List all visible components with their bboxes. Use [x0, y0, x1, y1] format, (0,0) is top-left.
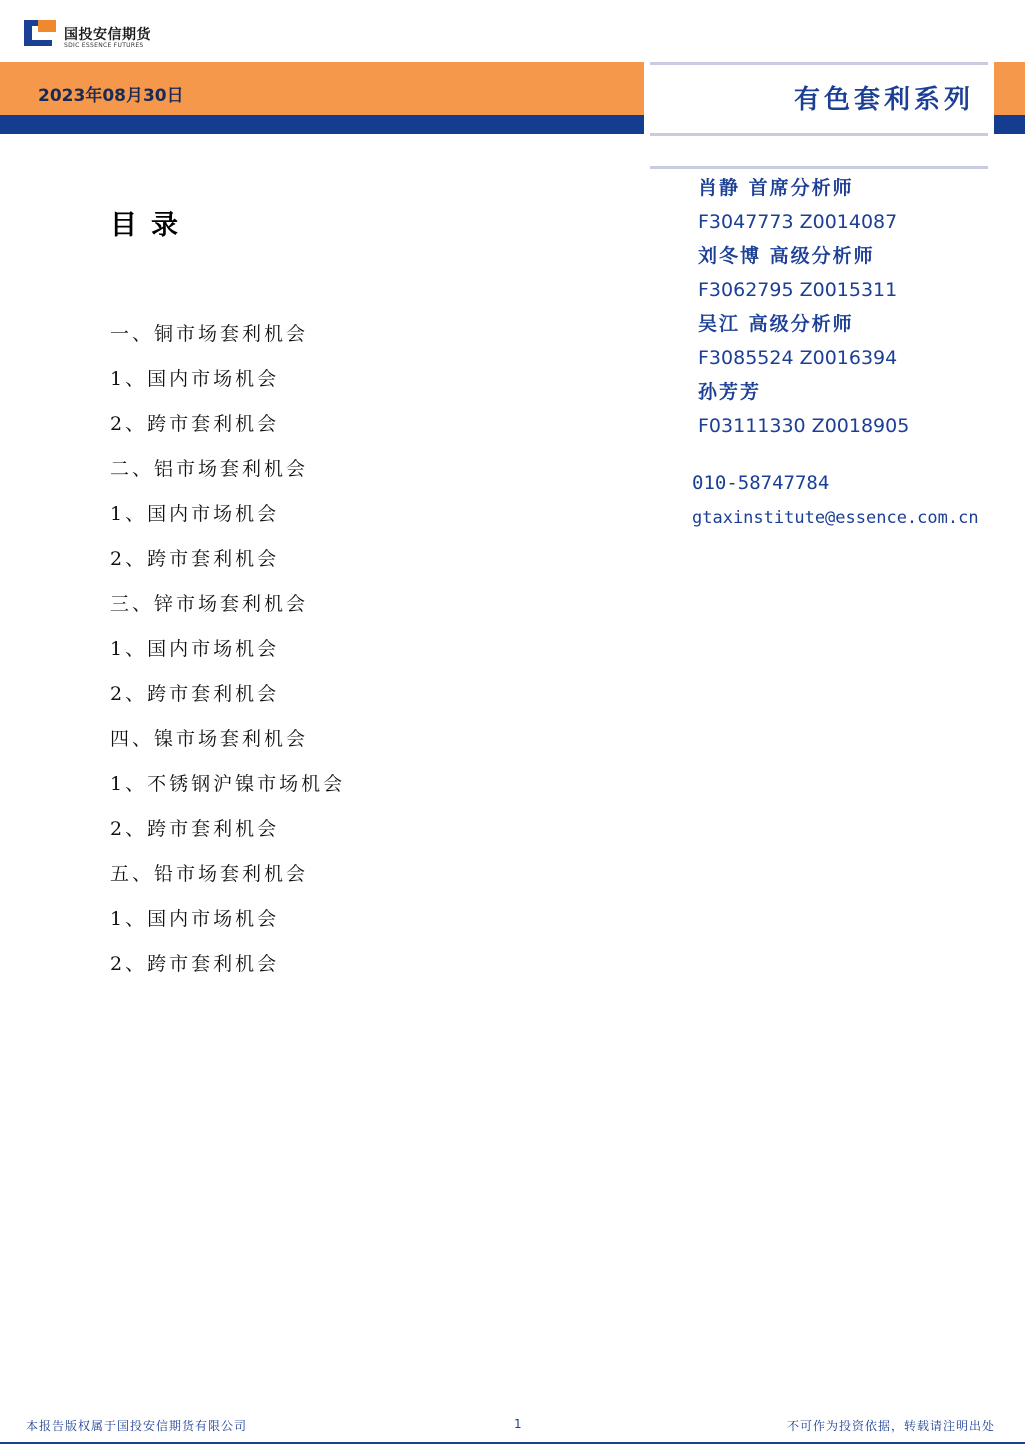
toc-item[interactable]: 2、跨市套利机会 — [110, 548, 280, 570]
header-orange-bar-right — [994, 62, 1025, 115]
toc-list — [110, 318, 345, 993]
toc-item[interactable]: 1、不锈钢沪镍市场机会 — [110, 773, 346, 795]
analyst-license: F03111330 Z0018905 — [698, 415, 910, 437]
toc-item[interactable]: 2、跨市套利机会 — [110, 818, 280, 840]
toc-item[interactable]: 四、镍市场套利机会 — [110, 728, 309, 750]
report-date: 2023年08月30日 — [38, 86, 184, 106]
analyst-license: F3085524 Z0016394 — [698, 347, 898, 369]
analyst-name: 孙芳芳 — [698, 381, 762, 403]
series-title: 有色套利系列 — [793, 85, 974, 115]
divider — [650, 166, 988, 169]
series-title-box — [650, 62, 988, 136]
analyst-entry — [698, 307, 1018, 375]
contact-block — [692, 466, 1022, 536]
footer-disclaimer: 不可作为投资依据，转载请注明出处 — [786, 1419, 995, 1433]
toc-item[interactable]: 二、铝市场套利机会 — [110, 458, 309, 480]
analyst-name: 吴江 高级分析师 — [698, 313, 854, 335]
toc-item[interactable]: 1、国内市场机会 — [110, 368, 280, 390]
analyst-name: 刘冬博 高级分析师 — [698, 245, 875, 267]
analyst-name: 肖静 首席分析师 — [698, 177, 854, 199]
analyst-list — [698, 171, 1018, 443]
page-number: 1 — [514, 1417, 522, 1431]
toc-title: 目录 — [110, 210, 192, 241]
contact-email[interactable]: gtaxinstitute@essence.com.cn — [692, 508, 979, 528]
analyst-entry — [698, 239, 1018, 307]
contact-phone: 010-58747784 — [692, 472, 830, 494]
toc-item[interactable]: 1、国内市场机会 — [110, 503, 280, 525]
toc-item[interactable]: 一、铜市场套利机会 — [110, 323, 309, 345]
company-logo — [24, 16, 174, 52]
analyst-license: F3047773 Z0014087 — [698, 211, 898, 233]
analyst-entry — [698, 171, 1018, 239]
footer-copyright: 本报告版权属于国投安信期货有限公司 — [26, 1419, 248, 1433]
toc-item[interactable]: 1、国内市场机会 — [110, 638, 280, 660]
logo-name-cn: 国投安信期货 — [64, 27, 151, 43]
footer-divider — [0, 1442, 1025, 1444]
header-blue-bar-right — [994, 115, 1025, 134]
analyst-entry — [698, 375, 1018, 443]
toc-item[interactable]: 五、铅市场套利机会 — [110, 863, 309, 885]
toc-item[interactable]: 1、国内市场机会 — [110, 908, 280, 930]
toc-item[interactable]: 2、跨市套利机会 — [110, 683, 280, 705]
company-logo-icon — [24, 20, 58, 50]
header-blue-bar — [0, 115, 644, 134]
toc-item[interactable]: 三、锌市场套利机会 — [110, 593, 309, 615]
logo-name-en: SDIC ESSENCE FUTURES — [64, 42, 144, 49]
toc-item[interactable]: 2、跨市套利机会 — [110, 413, 280, 435]
toc-item[interactable]: 2、跨市套利机会 — [110, 953, 280, 975]
analyst-license: F3062795 Z0015311 — [698, 279, 898, 301]
